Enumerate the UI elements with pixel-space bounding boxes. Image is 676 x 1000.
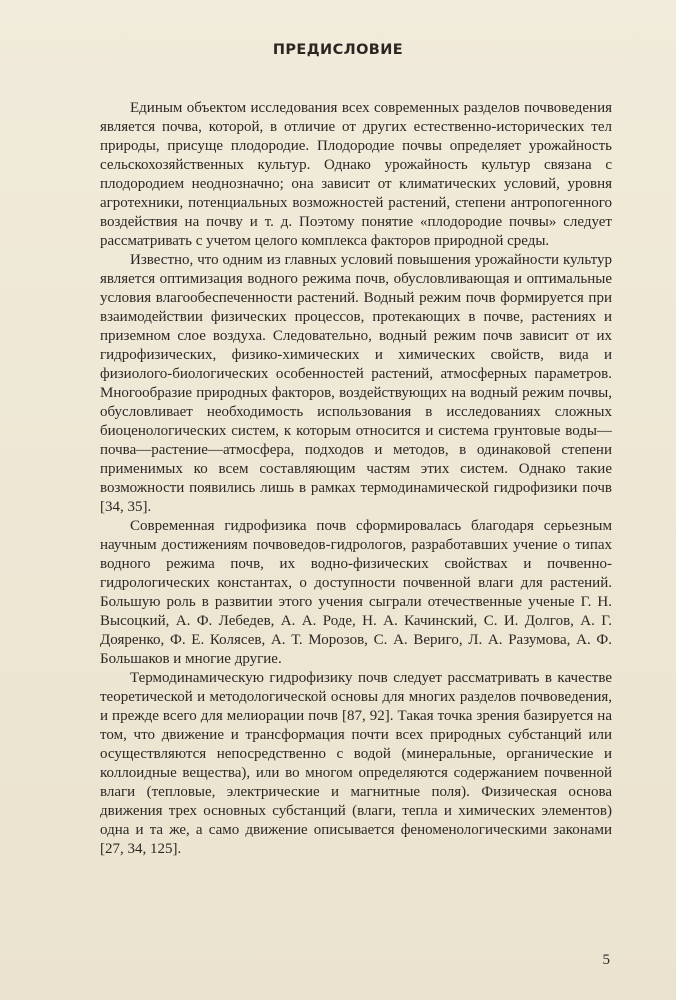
body-text xyxy=(100,99,612,859)
paragraph: Современная гидрофизика почв сформировалась благодаря серьезным научным достижениям почвоведов-гидрологов, разработавших учение о типах водного режима почв, их водно-физических свойствах и почвенно-гидрологических константах, о доступности почвенной влаги для растений. Большую роль в развитии этого учения сыграли отечественные ученые Г. Н. Высоцкий, А. Ф. Лебедев, А. А. Роде, Н. А. Качинский, С. И. Долгов, А. Г. Дояренко, Ф. Е. Колясев, А. Т. Морозов, С. А. Вериго, Л. А. Разумова, А. Ф. Большаков и многие другие. xyxy=(100,518,612,667)
paragraph: Единым объектом исследования всех современных разделов почвоведения является почва, которой, в отличие от других естественно-исторических тел природы, присуще плодородие. Плодородие почвы определяет урожайность сельскохозяйственных культур. Однако урожайность культур связана с плодородием неоднозначно; она зависит от климатических условий, уровня агротехники, потенциальных возможностей растений, степени антропогенного воздействия на почву и т. д. Поэтому понятие «плодородие почвы» следует рассматривать с учетом целого комплекса факторов природной среды. xyxy=(100,100,612,249)
chapter-heading: ПРЕДИСЛОВИЕ xyxy=(272,42,404,58)
paragraph: Термодинамическую гидрофизику почв следует рассматривать в качестве теоретической и методологической основы для многих разделов почвоведения, и прежде всего для мелиорации почв [87, 92]. Такая точка зрения базируется на том, что движение и трансформация почти всех природных субстанций или осуществляются непосредственно с водой (минеральные, органические и коллоидные вещества), или во многом определяются содержанием почвенной влаги (тепловые, электрические и магнитные поля). Физическая основа движения трех основных субстанций (влаги, тепла и химических элементов) одна и та же, а само движение описывается феноменологическими законами [27, 34, 125]. xyxy=(100,670,612,857)
page-number: 5 xyxy=(602,952,610,968)
paragraph: Известно, что одним из главных условий повышения урожайности культур является оптимизация водного режима почв, обусловливающая и оптимальные условия влагообеспеченности растений. Водный режим почв формируется при взаимодействии физических процессов, протекающих в почве, растениях и приземном слое воздуха. Следовательно, водный режим почв зависит от их гидрофизических, физико-химических и химических свойств, вида и физиолого-биологических особенностей растений, атмосферных параметров. Многообразие природных факторов, воздействующих на водный режим почвы, обусловливает необходимость использования в исследованиях сложных биоценологических систем, к которым относится и система грунтовые воды—почва—растение—атмосфера, подходов и методов, в одинаковой степени применимых ко всем составляющим частям этих систем. Однако такие возможности появились лишь в рамках термодинамической гидрофизики почв [34, 35]. xyxy=(100,252,612,515)
